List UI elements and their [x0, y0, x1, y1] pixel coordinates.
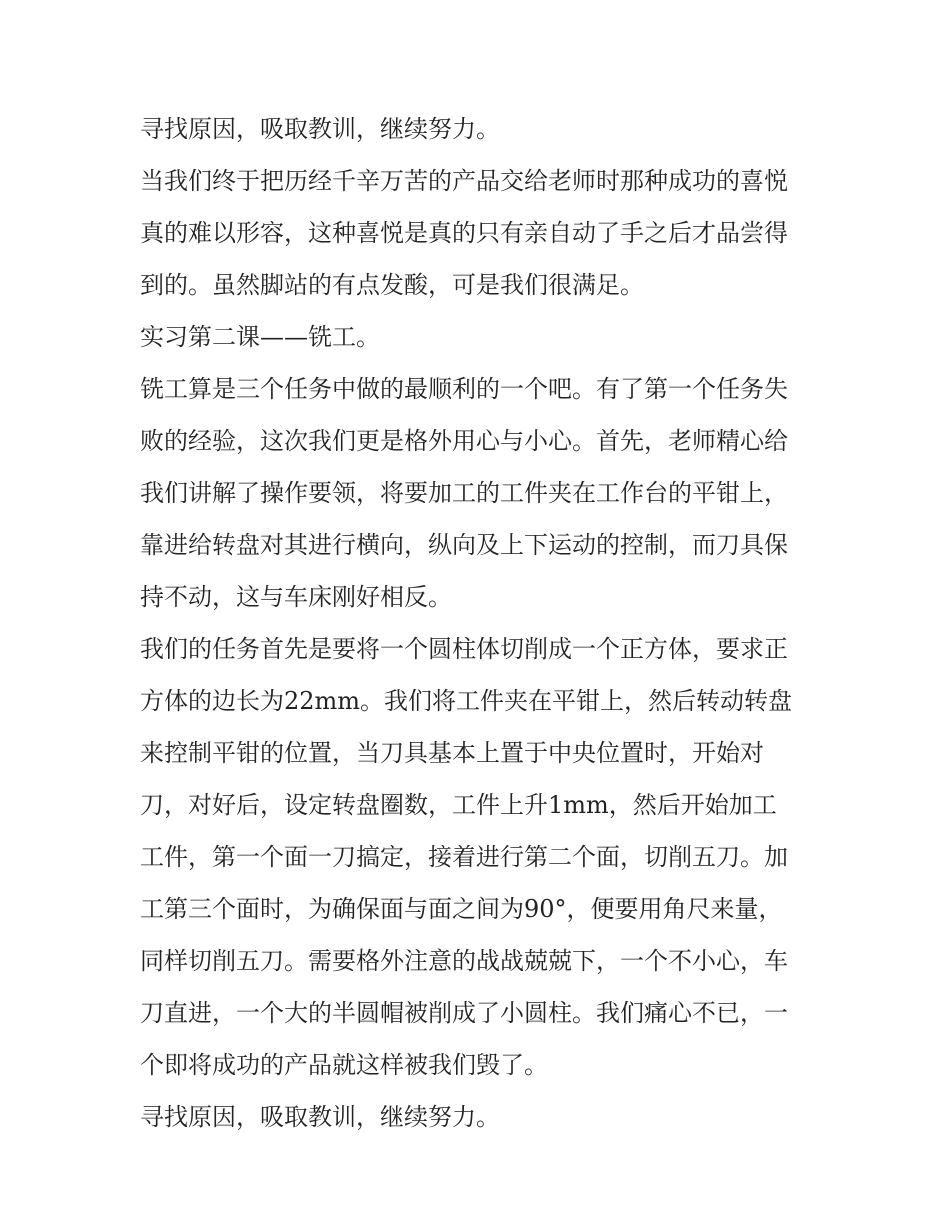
text-line: 铣工算是三个任务中做的最顺利的一个吧。有了第一个任务失 [140, 375, 788, 403]
text-line: 我们的任务首先是要将一个圆柱体切削成一个正方体，要求正 [140, 635, 788, 663]
text-line: 败的经验，这次我们更是格外用心与小心。首先，老师精心给 [140, 427, 788, 455]
text-line: 当我们终于把历经千辛万苦的产品交给老师时那种成功的喜悦 [140, 167, 788, 195]
text-line: 到的。虽然脚站的有点发酸，可是我们很满足。 [140, 271, 644, 299]
text-line: 寻找原因，吸取教训，继续努力。 [140, 1103, 500, 1131]
text-line: 我们讲解了操作要领，将要加工的工件夹在工作台的平钳上， [140, 479, 788, 507]
text-line: 个即将成功的产品就这样被我们毁了。 [140, 1051, 548, 1079]
document-body [140, 110, 816, 1150]
text-line: 工第三个面时，为确保面与面之间为90°，便要用角尺来量， [140, 895, 783, 923]
text-line: 来控制平钳的位置，当刀具基本上置于中央位置时，开始对 [140, 739, 764, 767]
text-line: 靠进给转盘对其进行横向，纵向及上下运动的控制，而刀具保 [140, 531, 788, 559]
section-heading: 实习第二课——铣工。 [140, 323, 380, 351]
text-line: 刀直进，一个大的半圆帽被削成了小圆柱。我们痛心不已，一 [140, 999, 788, 1027]
text-line: 刀，对好后，设定转盘圈数，工件上升1mm，然后开始加工 [140, 791, 777, 819]
text-line: 持不动，这与车床刚好相反。 [140, 583, 452, 611]
text-line: 寻找原因，吸取教训，继续努力。 [140, 115, 500, 143]
text-line: 同样切削五刀。需要格外注意的战战兢兢下，一个不小心，车 [140, 947, 788, 975]
text-line: 方体的边长为22mm。我们将工件夹在平钳上，然后转动转盘 [140, 687, 793, 715]
text-line: 工件，第一个面一刀搞定，接着进行第二个面，切削五刀。加 [140, 843, 788, 871]
text-line: 真的难以形容，这种喜悦是真的只有亲自动了手之后才品尝得 [140, 219, 788, 247]
